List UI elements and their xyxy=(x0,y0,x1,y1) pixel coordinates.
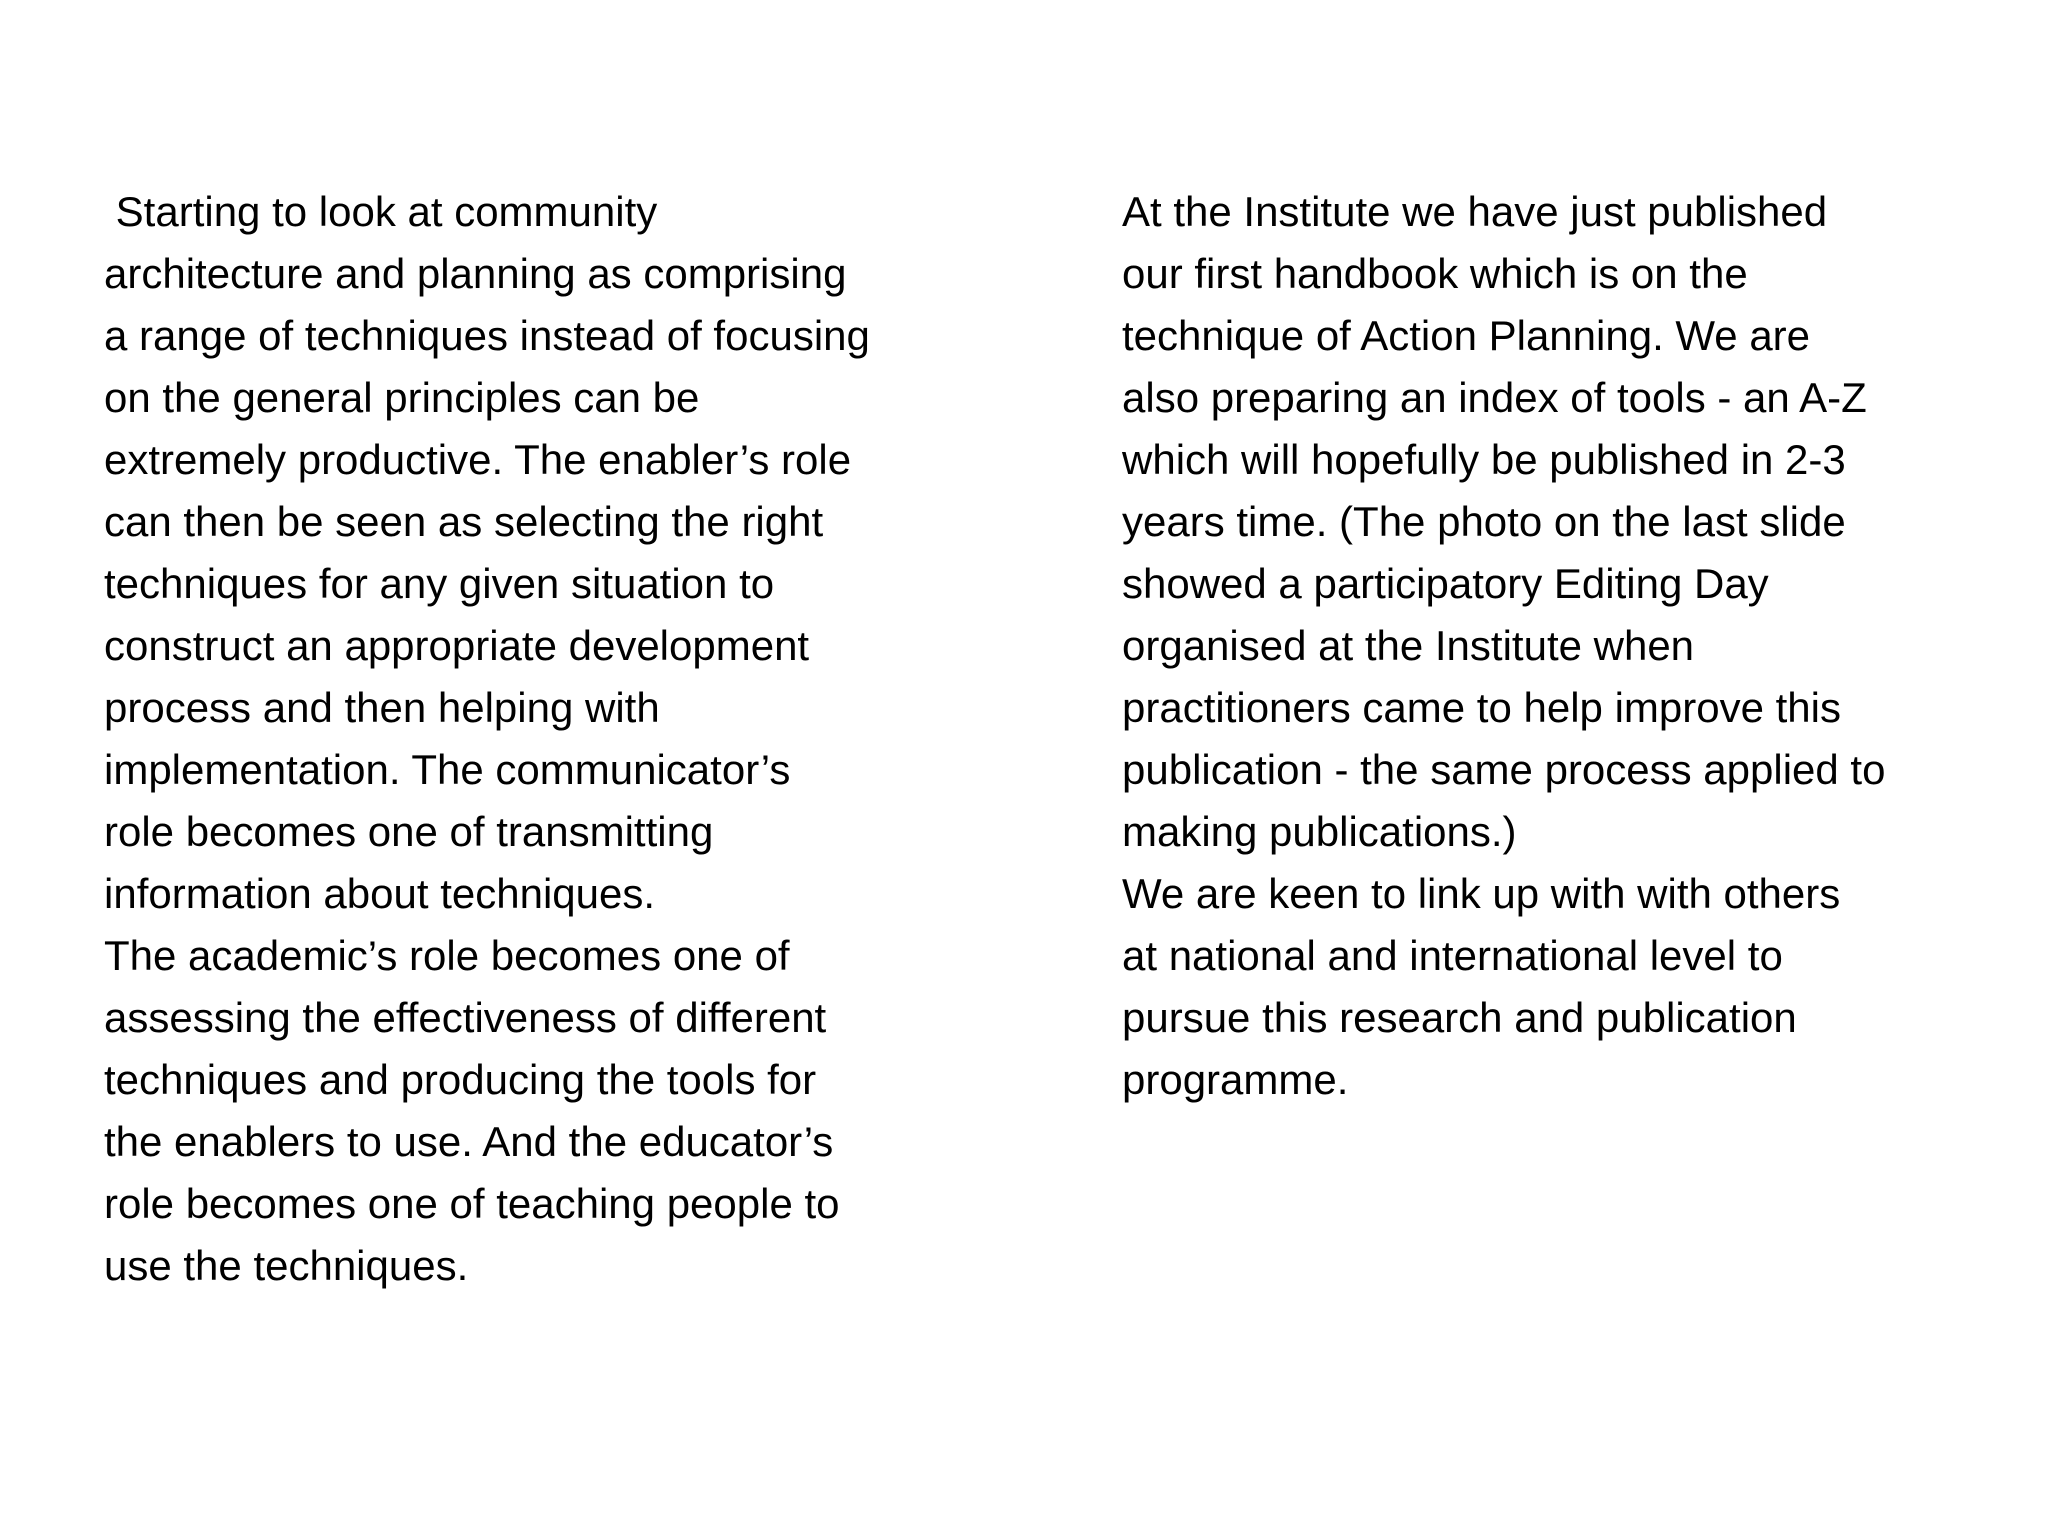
text-line: programme. xyxy=(1122,1056,1349,1103)
text-line: publication - the same process applied to xyxy=(1122,746,1886,793)
text-line: years time. (The photo on the last slide xyxy=(1122,498,1846,545)
text-line: construct an appropriate development xyxy=(104,622,810,669)
text-line: assessing the effectiveness of different xyxy=(104,994,827,1041)
text-line: at national and international level to xyxy=(1122,932,1783,979)
left-text-column xyxy=(104,181,1004,1297)
text-line: showed a participatory Editing Day xyxy=(1122,560,1769,607)
text-line: technique of Action Planning. We are xyxy=(1122,312,1811,359)
text-line: also preparing an index of tools - an A-Z xyxy=(1122,374,1867,421)
text-line: pursue this research and publication xyxy=(1122,994,1797,1041)
text-line: the enablers to use. And the educator’s xyxy=(104,1118,834,1165)
text-line: organised at the Institute when xyxy=(1122,622,1695,669)
text-line: extremely productive. The enabler’s role xyxy=(104,436,852,483)
text-line: on the general principles can be xyxy=(104,374,700,421)
text-line: Starting to look at community xyxy=(104,188,658,235)
text-line: techniques for any given situation to xyxy=(104,560,775,607)
text-line: role becomes one of transmitting xyxy=(104,808,714,855)
right-text-column xyxy=(1122,181,2022,1111)
text-line: which will hopefully be published in 2-3 xyxy=(1122,436,1846,483)
text-line: role becomes one of teaching people to xyxy=(104,1180,840,1227)
text-line: practitioners came to help improve this xyxy=(1122,684,1841,731)
text-line: techniques and producing the tools for xyxy=(104,1056,817,1103)
text-line: architecture and planning as comprising xyxy=(104,250,847,297)
text-line: implementation. The communicator’s xyxy=(104,746,791,793)
text-line: use the techniques. xyxy=(104,1242,469,1289)
text-line: information about techniques. xyxy=(104,870,656,917)
text-line: The academic’s role becomes one of xyxy=(104,932,790,979)
text-line: We are keen to link up with with others xyxy=(1122,870,1841,917)
text-line: our first handbook which is on the xyxy=(1122,250,1748,297)
text-line: can then be seen as selecting the right xyxy=(104,498,824,545)
text-line: a range of techniques instead of focusing xyxy=(104,312,870,359)
text-line: making publications.) xyxy=(1122,808,1517,855)
text-line: process and then helping with xyxy=(104,684,660,731)
text-line: At the Institute we have just published xyxy=(1122,188,1828,235)
